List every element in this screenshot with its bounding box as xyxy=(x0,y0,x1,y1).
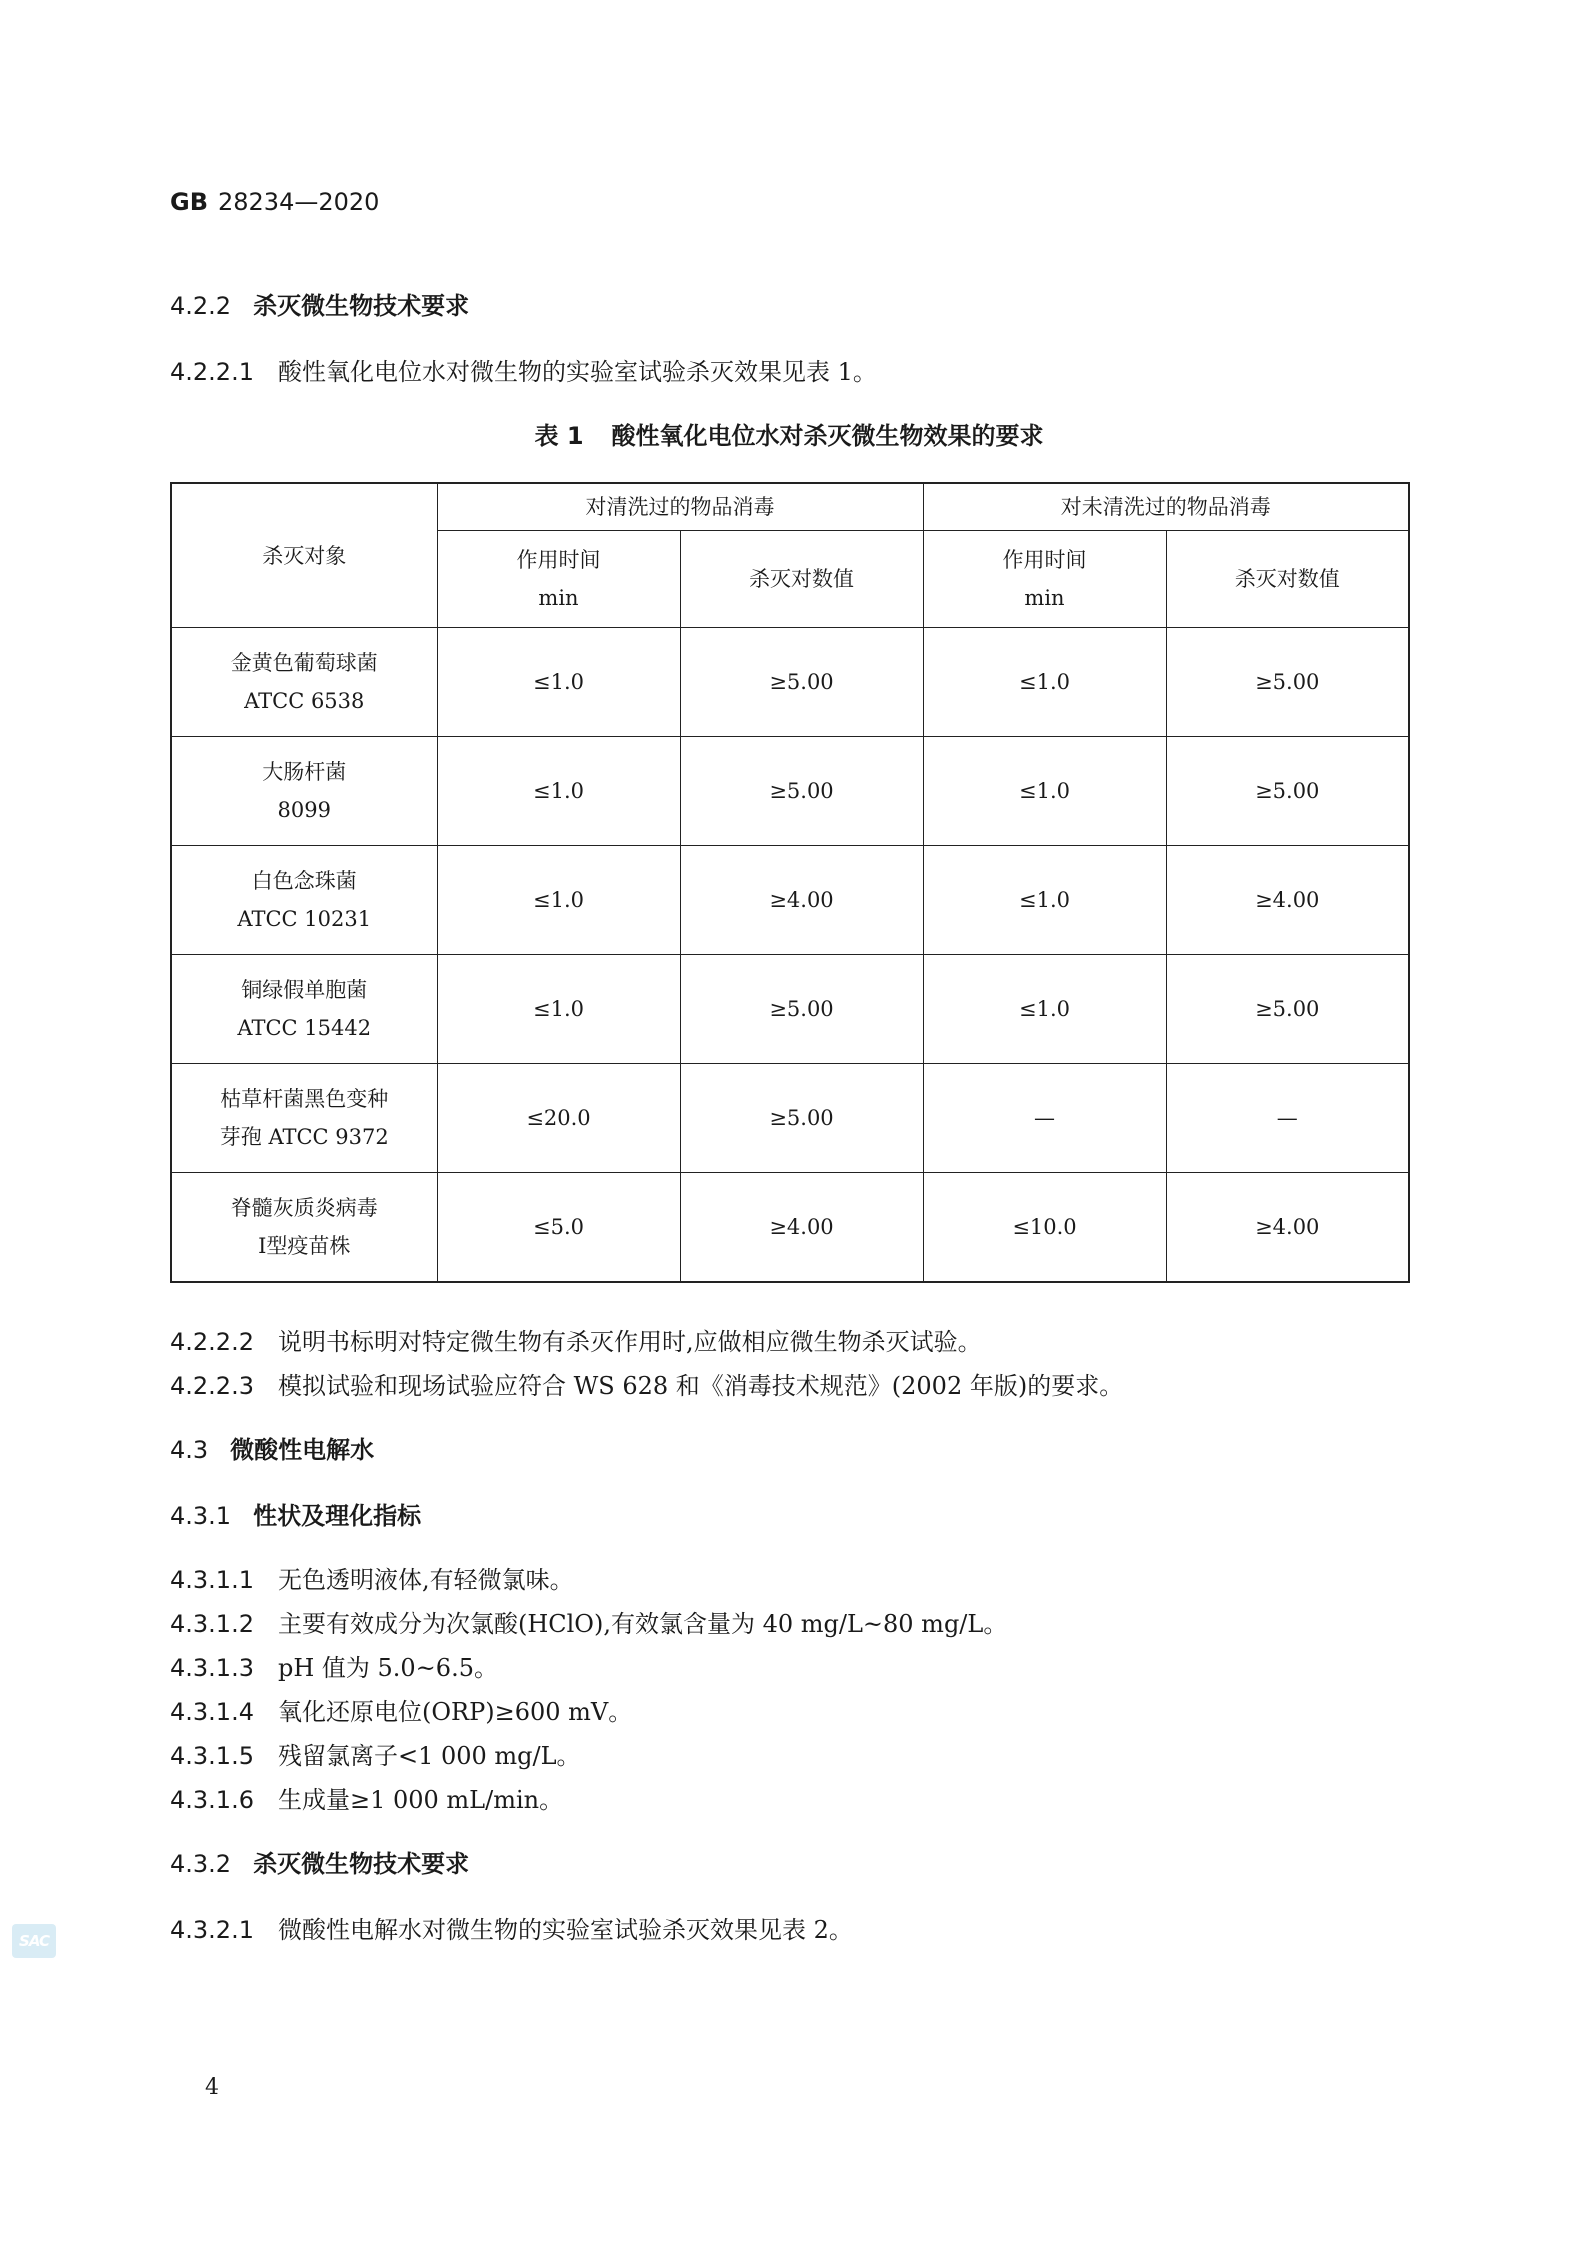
kill-effect-table xyxy=(170,482,1410,1283)
clause-4-3-1-3 xyxy=(170,1648,498,1683)
table-label: 表 1 xyxy=(534,422,584,450)
header-group-cleaned: 对清洗过的物品消毒 xyxy=(437,483,923,531)
clause-number: 4.2.2.2 xyxy=(170,1328,254,1356)
section-heading-4-2-2 xyxy=(170,286,469,321)
clause-text: 无色透明液体,有轻微氯味。 xyxy=(277,1566,574,1594)
cell-log-cleaned: ≥5.00 xyxy=(680,737,923,846)
organism-strain: Ⅰ型疫苗株 xyxy=(258,1234,351,1258)
clause-number: 4.3.1.3 xyxy=(170,1654,254,1682)
clause-number: 4.2.2.1 xyxy=(170,358,254,386)
header-log-cleaned: 杀灭对数值 xyxy=(680,531,923,628)
clause-text: 氧化还原电位(ORP)≥600 mV。 xyxy=(277,1698,633,1726)
table-title: 酸性氧化电位水对杀灭微生物效果的要求 xyxy=(611,422,1044,450)
section-title: 性状及理化指标 xyxy=(253,1502,422,1530)
clause-text: 酸性氧化电位水对微生物的实验室试验杀灭效果见表 1。 xyxy=(277,358,877,386)
table-header-row-1 xyxy=(171,483,1409,531)
cell-log-uncleaned: ≥4.00 xyxy=(1166,1173,1409,1283)
table-row xyxy=(171,737,1409,846)
sac-logo: SAC xyxy=(12,1924,56,1958)
cell-time-cleaned: ≤1.0 xyxy=(437,737,680,846)
cell-log-uncleaned: — xyxy=(1166,1064,1409,1173)
cell-time-cleaned: ≤1.0 xyxy=(437,846,680,955)
clause-4-3-2-1 xyxy=(170,1910,853,1945)
table-row xyxy=(171,1173,1409,1283)
header-time-uncleaned xyxy=(923,531,1166,628)
table-row xyxy=(171,955,1409,1064)
section-number: 4.3.2 xyxy=(170,1850,232,1878)
clause-number: 4.3.1.2 xyxy=(170,1610,254,1638)
section-heading-4-3 xyxy=(170,1430,374,1465)
cell-log-cleaned: ≥4.00 xyxy=(680,1173,923,1283)
header-group-uncleaned: 对未清洗过的物品消毒 xyxy=(923,483,1409,531)
cell-time-uncleaned: ≤1.0 xyxy=(923,737,1166,846)
organism-name: 大肠杆菌 xyxy=(262,760,347,784)
section-heading-4-3-1 xyxy=(170,1496,421,1531)
clause-text: 微酸性电解水对微生物的实验室试验杀灭效果见表 2。 xyxy=(277,1916,853,1944)
clause-text: 说明书标明对特定微生物有杀灭作用时,应做相应微生物杀灭试验。 xyxy=(277,1328,982,1356)
organism-strain: 芽孢 ATCC 9372 xyxy=(219,1125,389,1149)
cell-log-uncleaned: ≥5.00 xyxy=(1166,737,1409,846)
section-title: 杀灭微生物技术要求 xyxy=(253,292,470,320)
cell-time-uncleaned: ≤1.0 xyxy=(923,628,1166,737)
table-row xyxy=(171,628,1409,737)
cell-target xyxy=(171,1173,437,1283)
cell-log-uncleaned: ≥4.00 xyxy=(1166,846,1409,955)
clause-text: 生成量≥1 000 mL/min。 xyxy=(277,1786,564,1814)
cell-log-uncleaned: ≥5.00 xyxy=(1166,628,1409,737)
section-title: 杀灭微生物技术要求 xyxy=(253,1850,470,1878)
cell-target xyxy=(171,1064,437,1173)
document-code xyxy=(170,188,379,216)
header-time-label: 作用时间 xyxy=(1002,548,1087,572)
header-time-label: 作用时间 xyxy=(516,548,601,572)
cell-time-cleaned: ≤5.0 xyxy=(437,1173,680,1283)
header-time-unit: min xyxy=(1024,586,1065,610)
section-number: 4.3 xyxy=(170,1436,209,1464)
cell-log-cleaned: ≥4.00 xyxy=(680,846,923,955)
standard-number: 28234—2020 xyxy=(218,188,380,216)
section-title: 微酸性电解水 xyxy=(230,1436,375,1464)
cell-time-cleaned: ≤20.0 xyxy=(437,1064,680,1173)
organism-strain: ATCC 6538 xyxy=(244,689,365,713)
clause-number: 4.3.1.6 xyxy=(170,1786,254,1814)
clause-number: 4.2.2.3 xyxy=(170,1372,254,1400)
clause-number: 4.3.1.4 xyxy=(170,1698,254,1726)
cell-time-cleaned: ≤1.0 xyxy=(437,955,680,1064)
page-number: 4 xyxy=(205,2075,219,2100)
cell-target xyxy=(171,955,437,1064)
clause-text: 主要有效成分为次氯酸(HClO),有效氯含量为 40 mg/L~80 mg/L。 xyxy=(277,1610,1008,1638)
clause-4-3-1-5 xyxy=(170,1736,581,1771)
clause-4-3-1-6 xyxy=(170,1780,563,1815)
organism-strain: 8099 xyxy=(277,798,331,822)
section-number: 4.2.2 xyxy=(170,292,232,320)
cell-time-uncleaned: ≤1.0 xyxy=(923,846,1166,955)
standard-prefix: GB xyxy=(170,188,208,216)
cell-target xyxy=(171,737,437,846)
organism-strain: ATCC 10231 xyxy=(237,907,372,931)
organism-name: 脊髓灰质炎病毒 xyxy=(230,1196,378,1220)
clause-number: 4.3.2.1 xyxy=(170,1916,254,1944)
cell-log-cleaned: ≥5.00 xyxy=(680,1064,923,1173)
cell-time-uncleaned: ≤10.0 xyxy=(923,1173,1166,1283)
cell-log-cleaned: ≥5.00 xyxy=(680,628,923,737)
organism-name: 白色念珠菌 xyxy=(251,869,357,893)
organism-name: 枯草杆菌黑色变种 xyxy=(220,1087,389,1111)
cell-time-uncleaned: — xyxy=(923,1064,1166,1173)
header-time-unit: min xyxy=(538,586,579,610)
cell-log-cleaned: ≥5.00 xyxy=(680,955,923,1064)
clause-4-2-2-3 xyxy=(170,1366,1123,1401)
section-number: 4.3.1 xyxy=(170,1502,232,1530)
section-heading-4-3-2 xyxy=(170,1844,469,1879)
organism-name: 金黄色葡萄球菌 xyxy=(230,651,378,675)
organism-name: 铜绿假单胞菌 xyxy=(241,978,368,1002)
clause-text: pH 值为 5.0~6.5。 xyxy=(277,1654,498,1682)
clause-4-3-1-1 xyxy=(170,1560,574,1595)
clause-number: 4.3.1.1 xyxy=(170,1566,254,1594)
header-log-uncleaned: 杀灭对数值 xyxy=(1166,531,1409,628)
clause-text: 模拟试验和现场试验应符合 WS 628 和《消毒技术规范》(2002 年版)的要求。 xyxy=(277,1372,1124,1400)
clause-4-3-1-2 xyxy=(170,1604,1007,1639)
cell-time-uncleaned: ≤1.0 xyxy=(923,955,1166,1064)
clause-4-2-2-1 xyxy=(170,352,877,387)
cell-target xyxy=(171,628,437,737)
clause-number: 4.3.1.5 xyxy=(170,1742,254,1770)
table-row xyxy=(171,846,1409,955)
cell-target xyxy=(171,846,437,955)
organism-strain: ATCC 15442 xyxy=(237,1016,372,1040)
clause-text: 残留氯离子<1 000 mg/L。 xyxy=(277,1742,581,1770)
cell-log-uncleaned: ≥5.00 xyxy=(1166,955,1409,1064)
table-caption xyxy=(170,416,1408,451)
clause-4-2-2-2 xyxy=(170,1322,982,1357)
cell-time-cleaned: ≤1.0 xyxy=(437,628,680,737)
table-row xyxy=(171,1064,1409,1173)
header-time-cleaned xyxy=(437,531,680,628)
header-target: 杀灭对象 xyxy=(171,483,437,628)
clause-4-3-1-4 xyxy=(170,1692,632,1727)
